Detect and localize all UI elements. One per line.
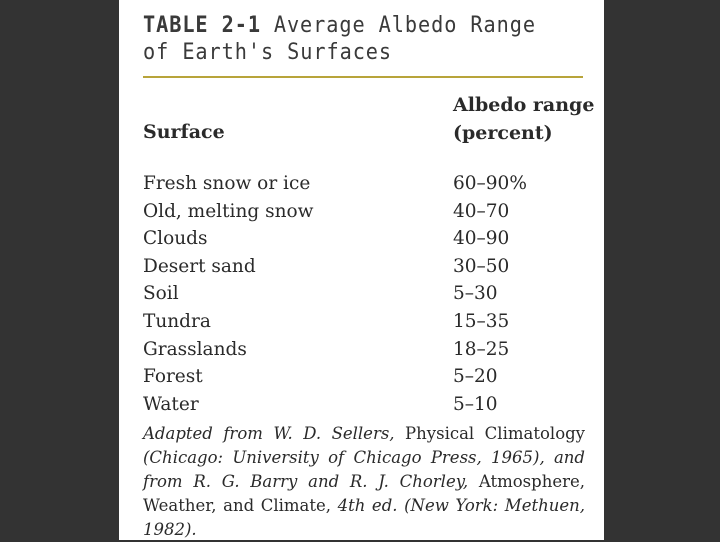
row-range: 18–25 (453, 338, 510, 360)
row-range: 15–35 (453, 310, 510, 332)
table-row (143, 225, 583, 253)
table-row (143, 280, 583, 308)
row-range: 5–30 (453, 283, 498, 305)
row-range: 30–50 (453, 255, 510, 277)
table-label: TABLE 2-1 (143, 13, 261, 38)
table-row (143, 391, 583, 419)
source-part-4: Atmosphere, Weather, and Climate, (143, 472, 585, 515)
row-surface: Forest (143, 366, 203, 388)
table-row (143, 198, 583, 226)
row-range: 5–20 (453, 366, 498, 388)
caption-divider (143, 76, 583, 78)
row-range: 5–10 (453, 393, 498, 415)
row-range: 60–90% (453, 173, 527, 194)
table-row (143, 253, 583, 281)
row-surface: Tundra (143, 310, 211, 332)
slide-page (119, 0, 604, 540)
source-note (143, 422, 585, 542)
row-range: 40–90 (453, 228, 510, 250)
row-surface: Old, melting snow (143, 200, 314, 222)
header-albedo-line1: Albedo range (453, 94, 595, 116)
row-surface: Water (143, 393, 199, 415)
table-row (143, 308, 583, 336)
row-surface: Clouds (143, 228, 208, 250)
row-surface: Fresh snow or ice (143, 173, 311, 194)
row-range: 40–70 (453, 200, 510, 222)
header-surface: Surface (143, 121, 225, 143)
table-row (143, 363, 583, 391)
table-row (143, 336, 583, 364)
row-surface: Desert sand (143, 255, 256, 277)
source-part-1: Adapted from W. D. Sellers, (143, 424, 406, 443)
table-title: Average Albedo Range of Earth's Surfaces (143, 13, 536, 65)
source-part-2: Physical Climatology (405, 424, 586, 443)
source-part-3: (Chicago: University of Chicago Press, 1965), and from R. G. Barry and R. J. Chorley, (143, 448, 585, 491)
row-surface: Soil (143, 283, 179, 305)
header-albedo-range (453, 91, 594, 147)
table-caption (143, 12, 557, 66)
row-surface: Grasslands (143, 338, 247, 360)
source-part-5: 4th ed. (New York: Methuen, 1982). (143, 496, 585, 539)
header-albedo-line2: (percent) (453, 122, 553, 144)
table-row (143, 170, 583, 198)
table-body (143, 170, 583, 418)
